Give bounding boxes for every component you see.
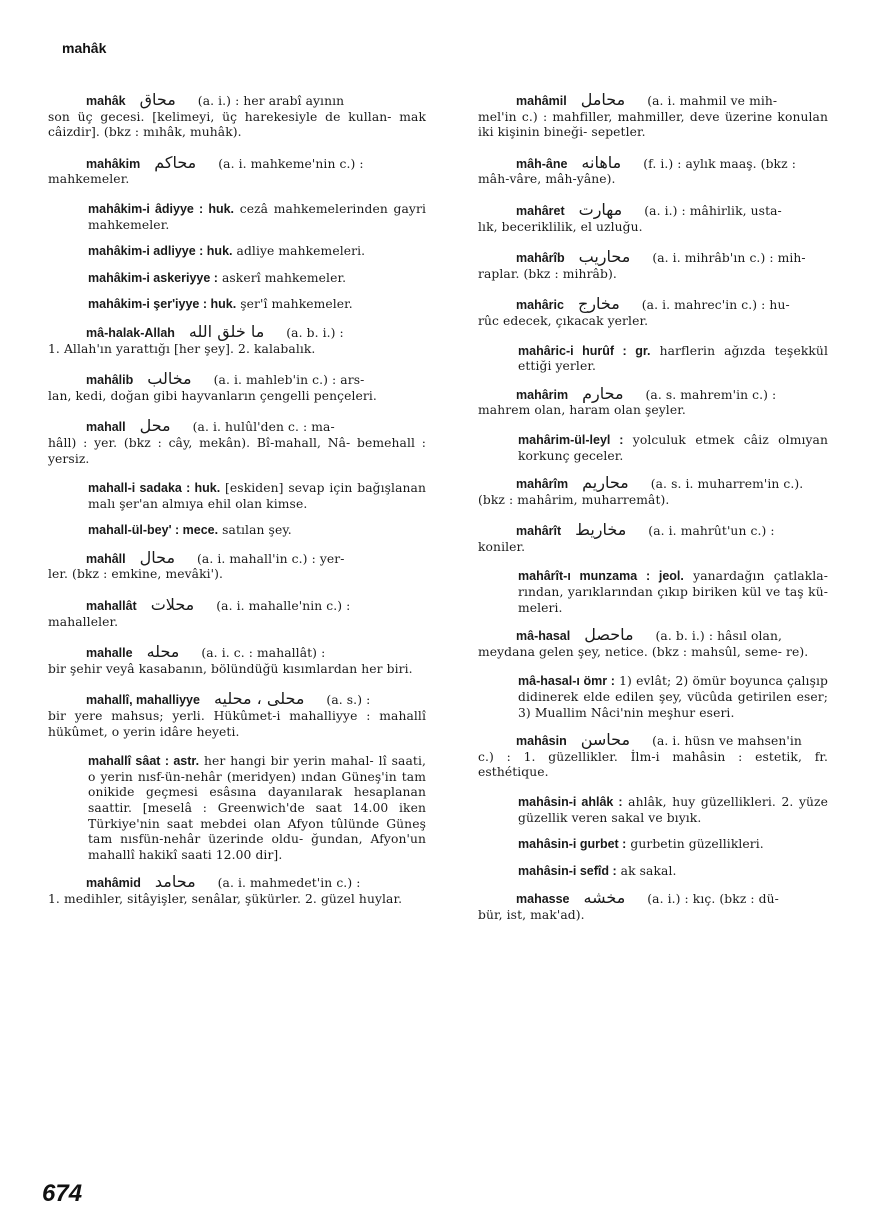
entry-definition-rest: mahalleler. xyxy=(48,614,119,629)
dictionary-entry xyxy=(48,92,426,141)
entry-headword: mahall-i sadaka : huk. xyxy=(88,481,221,496)
entry-definition-rest: lık, beceriklilik, el uzluğu. xyxy=(478,219,643,234)
entry-arabic-script: ماهانه xyxy=(581,152,622,172)
entry-headword: mahâkim xyxy=(86,156,141,171)
entry-arabic-script: مخاريط xyxy=(575,520,627,540)
entry-definition-start: (a. i. hüsn ve mahsen'in xyxy=(652,734,802,749)
dictionary-entry xyxy=(48,418,426,467)
dictionary-entry xyxy=(48,754,426,863)
entry-definition-rest: mel'in c.) : mahfiller, mahmiller, deve üzerine konulan iki kişinin bineği- sepetler. xyxy=(478,109,828,140)
entry-headword: mahârim-ül-leyl : xyxy=(518,432,624,447)
entry-headword: mahârîm xyxy=(516,477,569,492)
dictionary-entry xyxy=(478,383,828,419)
entry-definition-start: (a. i.) : mâhirlik, usta- xyxy=(644,203,782,218)
entry-headword: mahâsin-i sefîd : xyxy=(518,863,617,878)
entry-definition: 1) evlât; 2) ömür boyunca çalışıp didinerek elde edilen şey, vücûda getirilen eser; 3) Muallim Nâci'nin meşhur eseri. xyxy=(518,674,828,720)
dictionary-entry xyxy=(48,321,426,357)
dictionary-entry xyxy=(48,597,426,630)
entry-definition: şer'î mahkemeler. xyxy=(240,297,353,312)
entry-definition: gurbetin güzellikleri. xyxy=(630,837,764,852)
dictionary-entry xyxy=(478,864,828,880)
entry-definition-rest: raplar. (bkz : mihrâb). xyxy=(478,266,617,281)
dictionary-entry xyxy=(478,837,828,853)
entry-definition-rest: 1. Allah'ın yarattığı [her şey]. 2. kalabalık. xyxy=(48,341,316,356)
entry-headword: mahâmil xyxy=(516,94,567,108)
entry-headword: mahârît xyxy=(516,524,562,539)
entry-definition-start: (a. i.) : her arabî ayının xyxy=(197,94,345,108)
entry-definition-rest: 1. medihler, sitâyişler, senâlar, şükürler. 2. güzel huylar. xyxy=(48,891,403,906)
entry-arabic-script: محله xyxy=(146,642,180,662)
entry-definition-rest: bür, ist, mak'ad). xyxy=(478,907,585,922)
entry-definition: [eskiden] sevap için bağışlanan malı şer'an almıya ehil olan kimse. xyxy=(88,481,426,511)
dictionary-entry xyxy=(478,152,828,188)
entry-headword: mahalle xyxy=(86,646,133,661)
entry-headword: mahâsin xyxy=(516,734,567,749)
entry-arabic-script: محل xyxy=(139,416,171,436)
running-head: mahâk xyxy=(62,40,107,56)
entry-headword: mâh-âne xyxy=(516,156,568,171)
entry-definition-start: (a. i. mahrût'un c.) : xyxy=(648,524,775,539)
dictionary-entry xyxy=(478,433,828,464)
entry-definition-start: (a. s. mahrem'in c.) : xyxy=(645,387,777,402)
entry-headword: mahallî sâat : astr. xyxy=(88,754,200,769)
entry-headword: mahâkim-i şer'iyye : huk. xyxy=(88,297,237,312)
entry-definition-rest: lan, kedi, doğan gibi hayvanların çengelli pençeleri. xyxy=(48,388,377,403)
dictionary-entry xyxy=(48,271,426,287)
left-column xyxy=(48,92,426,922)
entry-definition-start: (a. i. hulûl'den c. : ma- xyxy=(192,420,335,435)
dictionary-entry xyxy=(48,152,426,188)
entry-definition: ak sakal. xyxy=(620,863,677,878)
entry-definition-start: (a. s. i. muharrem'in c.). xyxy=(650,477,804,492)
dictionary-entry xyxy=(48,547,426,583)
entry-definition-rest: mâh-vâre, mâh-yâne). xyxy=(478,172,616,187)
dictionary-entry xyxy=(48,644,426,677)
entry-definition-start: (a. i. mahrec'in c.) : hu- xyxy=(641,298,790,313)
dictionary-entry xyxy=(48,481,426,512)
entry-headword: mahall-ül-bey' : mece. xyxy=(88,523,219,538)
entry-headword: mahâsin-i gurbet : xyxy=(518,837,627,852)
entry-headword: mahârîb xyxy=(516,251,565,266)
dictionary-entry xyxy=(48,297,426,313)
entry-headword: mahallî, mahalliyye xyxy=(86,693,200,708)
dictionary-entry xyxy=(48,523,426,539)
entry-definition-start: (a. i. mahkeme'nin c.) : xyxy=(218,156,364,171)
entry-definition-start: (a. i. mihrâb'ın c.) : mih- xyxy=(652,251,806,266)
entry-headword: mahârim xyxy=(516,387,569,402)
dictionary-entry xyxy=(48,244,426,260)
entry-arabic-script: محلات xyxy=(150,595,195,615)
entry-headword: mahâll xyxy=(86,551,126,566)
entry-definition: yolculuk etmek câiz olmıyan korkunç geceler. xyxy=(518,432,829,463)
dictionary-entry xyxy=(478,890,828,923)
entry-arabic-script: محاق xyxy=(139,90,176,109)
dictionary-entry xyxy=(478,296,828,329)
entry-definition-start: (a. i. mahall'in c.) : yer- xyxy=(197,551,345,566)
entry-definition-rest: hâll) : yer. (bkz : cây, mekân). Bî-mahall, Nâ- bemehall : yersiz. xyxy=(48,435,426,466)
entry-headword: mahâlib xyxy=(86,373,134,388)
dictionary-entry xyxy=(48,371,426,404)
entry-arabic-script: محال xyxy=(139,547,176,567)
entry-definition-start: (a. i. c. : mahallât) : xyxy=(201,646,326,661)
entry-headword: mâ-hasal xyxy=(516,629,571,644)
entry-arabic-script: محامد xyxy=(154,872,196,892)
entry-headword: mahâkim-i adliyye : huk. xyxy=(88,244,233,259)
entry-headword: mahâric xyxy=(516,298,564,313)
entry-definition-start: (a. i. mahmedet'in c.) : xyxy=(217,876,361,891)
entry-arabic-script: محاكم xyxy=(154,152,197,172)
entry-arabic-script: محلى ، محليه xyxy=(213,689,305,709)
entry-arabic-script: مهارت xyxy=(578,199,623,219)
entry-headword: mahâkim-i askeriyye : xyxy=(88,270,218,285)
entry-headword: mahâk xyxy=(86,94,126,108)
dictionary-entry xyxy=(478,569,828,616)
entry-definition: ahlâk, huy güzellikleri. 2. yüze güzellik veren sakal ve bıyık. xyxy=(518,795,828,825)
entry-headword: mahâsin-i ahlâk : xyxy=(518,795,623,809)
entry-definition-rest: bir şehir veyâ kasabanın, bölündüğü kısımlardan her biri. xyxy=(48,661,413,676)
entry-arabic-script: محامل xyxy=(580,90,626,109)
dictionary-entry xyxy=(478,627,828,660)
entry-headword: mâ-hasal-ı ömr : xyxy=(518,674,615,689)
entry-definition-rest: ler. (bkz : emkine, mevâki'). xyxy=(48,567,224,582)
dictionary-entry xyxy=(478,795,828,826)
entry-definition-rest: mahkemeler. xyxy=(48,172,130,187)
entry-definition-start: (a. b. i.) : xyxy=(286,325,344,340)
entry-definition: yanardağın çatlakla- rından, yarıklarından çıkıp biriken kül ve taş kü- meleri. xyxy=(518,569,828,615)
entry-headword: mâ-halak-Allah xyxy=(86,325,175,340)
dictionary-entry xyxy=(478,674,828,721)
dictionary-entry xyxy=(478,344,828,375)
entry-definition: her hangi bir yerin mahal- lî saati, o yerin nısf-ün-nehâr (meridyen) ından Güneş'in tam onikide geçmesi esâsına dayanılarak hesaplanan saattir. [meselâ : Greenwich'de saat 14.00 iken Türkiye'nin saat mebdei olan Afyon tûlünde Güneş tam nısfün-nehâr üzerinde oldu- ğundan, Afyon'un mahallî hakikî saati 12.00 dir]. xyxy=(88,754,426,862)
entry-arabic-script: محاسن xyxy=(580,730,631,750)
entry-headword: mahall xyxy=(86,420,126,435)
entry-definition-rest: meydana gelen şey, netice. (bkz : mahsûl, seme- re). xyxy=(478,644,809,659)
dictionary-entry xyxy=(48,691,426,740)
entry-definition-start: (a. i. mahleb'in c.) : ars- xyxy=(213,373,365,388)
entry-arabic-script: ماحصل xyxy=(584,625,634,645)
right-column xyxy=(478,92,828,938)
entry-headword: mahâret xyxy=(516,203,565,218)
dictionary-entry xyxy=(478,732,828,781)
entry-definition-start: (a. i. mahalle'nin c.) : xyxy=(216,599,351,614)
entry-headword: mahârît-ı munzama : jeol. xyxy=(518,569,684,584)
entry-definition-rest: son üç gecesi. [kelimeyi, üç harekesiyle de kullan- mak câizdir]. (bkz : mıhâk, muhâk). xyxy=(48,109,426,140)
dictionary-entry xyxy=(478,475,828,508)
entry-definition: adliye mahkemeleri. xyxy=(236,244,366,259)
entry-definition-start: (a. i.) : kıç. (bkz : dü- xyxy=(647,892,779,907)
dictionary-entry xyxy=(478,522,828,555)
entry-definition: cezâ mahkemelerinden gayri mahkemeler. xyxy=(88,201,426,232)
entry-headword: mahasse xyxy=(516,892,570,907)
entry-headword: mahallât xyxy=(86,599,137,614)
entry-definition-rest: rûc edecek, çıkacak yerler. xyxy=(478,313,649,328)
entry-definition-start: (a. b. i.) : hâsıl olan, xyxy=(655,629,782,644)
entry-definition: askerî mahkemeler. xyxy=(221,270,347,285)
entry-arabic-script: مخشه xyxy=(583,888,626,908)
entry-definition: satılan şey. xyxy=(222,523,292,538)
entry-definition-rest: (bkz : mahârim, muharremât). xyxy=(478,492,670,507)
entry-definition-rest: bir yere mahsus; yerli. Hükûmet-i mahalliyye : mahallî hükûmet, o yerin idâre heyeti. xyxy=(48,709,426,739)
entry-arabic-script: مخالب xyxy=(147,369,192,389)
entry-arabic-script: محاريم xyxy=(582,473,629,493)
entry-definition-rest: c.) : 1. güzellikler. İlm-i mahâsin : estetik, fr. esthétique. xyxy=(478,749,828,780)
entry-definition-start: (a. i. mahmil ve mih- xyxy=(647,94,778,108)
page-number: 674 xyxy=(42,1180,83,1207)
entry-definition-rest: koniler. xyxy=(478,539,526,554)
entry-arabic-script: ما خلق الله xyxy=(188,321,265,341)
entry-headword: mahâmid xyxy=(86,876,141,891)
entry-arabic-script: محاريب xyxy=(578,247,631,267)
entry-arabic-script: محارم xyxy=(582,383,624,403)
dictionary-entry xyxy=(48,874,426,907)
entry-headword: mahâric-i hurûf : gr. xyxy=(518,343,651,358)
entry-headword: mahâkim-i âdiyye : huk. xyxy=(88,201,235,216)
dictionary-entry xyxy=(48,202,426,233)
entry-definition-start: (f. i.) : aylık maaş. (bkz : xyxy=(643,156,796,171)
entry-definition: harflerin ağızda teşekkül ettiği yerler. xyxy=(518,343,828,374)
dictionary-entry xyxy=(478,92,828,141)
entry-arabic-script: مخارج xyxy=(577,294,620,314)
dictionary-entry xyxy=(478,249,828,282)
dictionary-entry xyxy=(478,199,828,235)
entry-definition-rest: mahrem olan, haram olan şeyler. xyxy=(478,403,686,418)
entry-definition-start: (a. s.) : xyxy=(326,693,371,708)
